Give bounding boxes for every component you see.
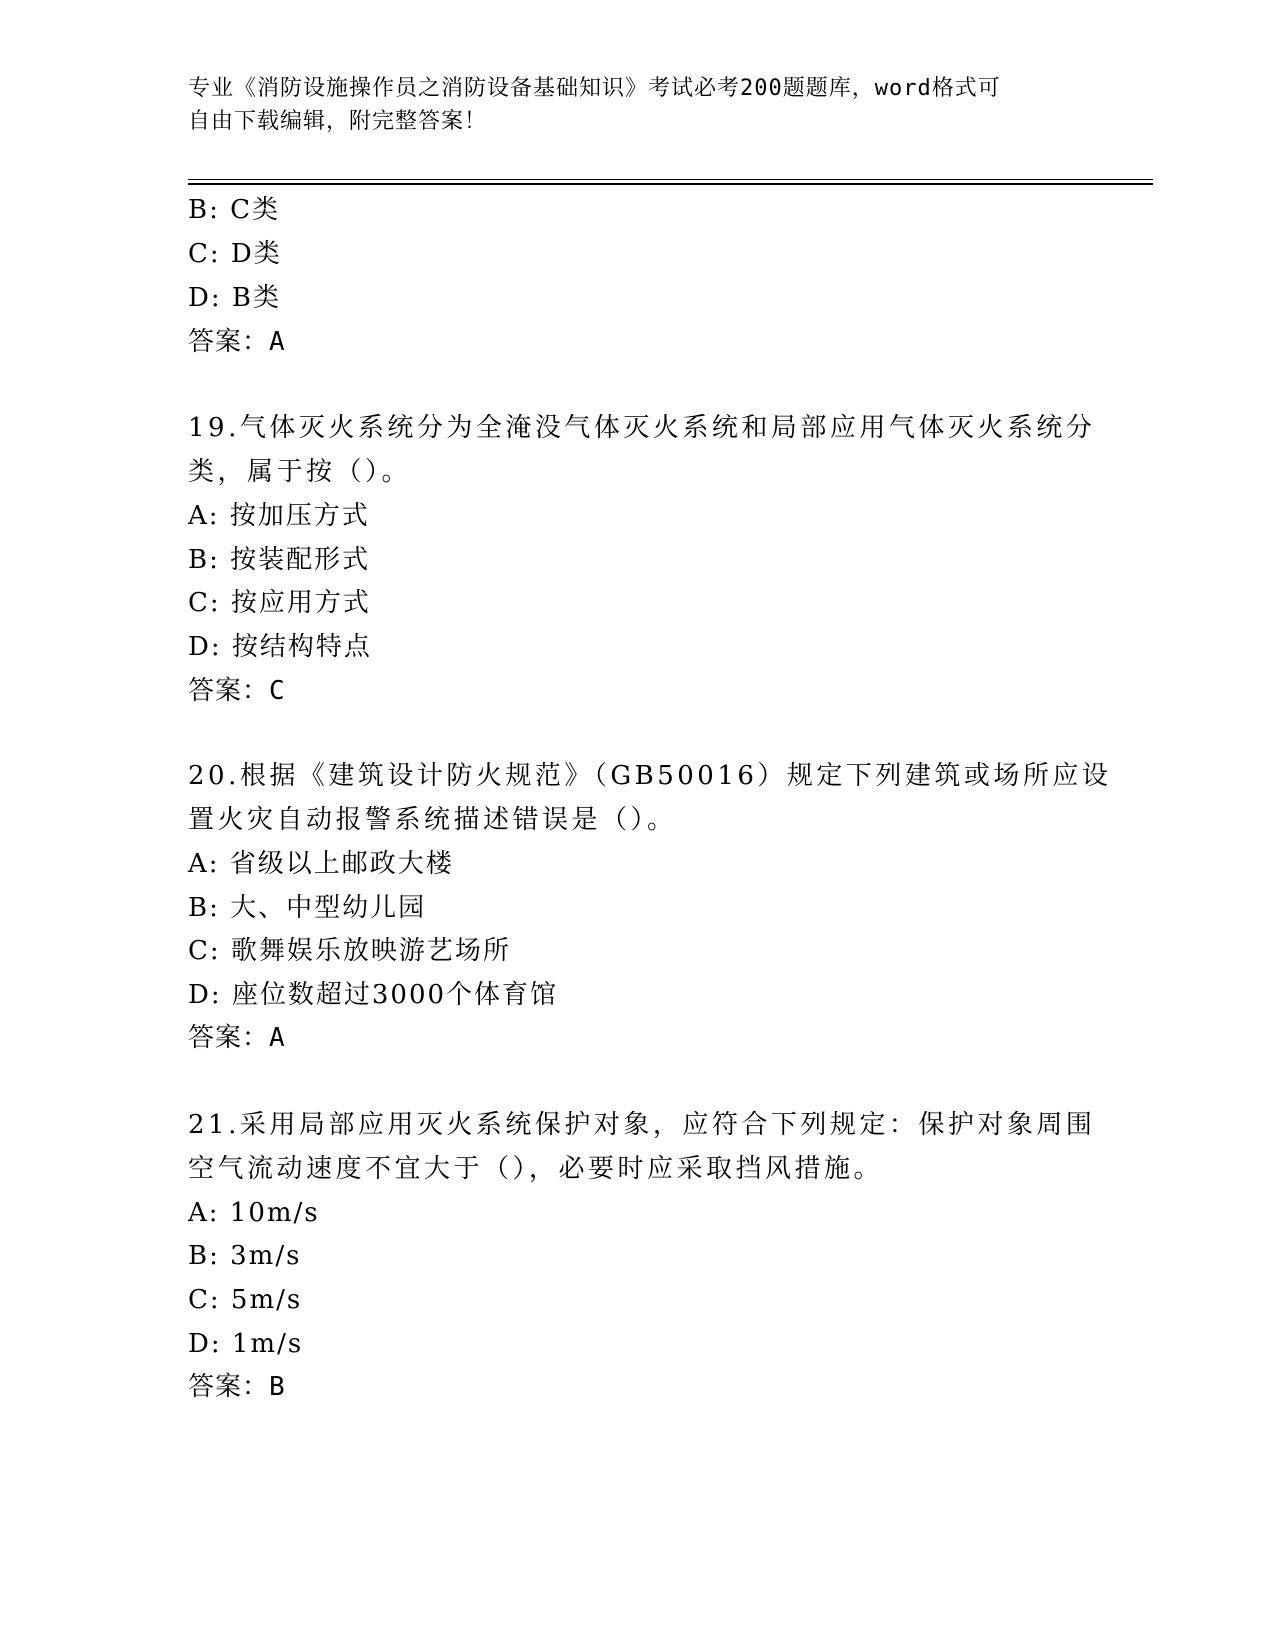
question-stem-continued: 置火灾自动报警系统描述错误是（）。: [188, 805, 677, 835]
option-a: A: 10m/s: [188, 1198, 320, 1228]
header-rule-thick: [188, 183, 1153, 185]
option-c: C: 按应用方式: [188, 588, 371, 618]
option-d: D: B类: [188, 283, 281, 313]
header-rule-thin: [188, 179, 1153, 180]
question-stem: 19.气体灭火系统分为全淹没气体灭火系统和局部应用气体灭火系统分: [188, 413, 1096, 443]
option-d: D: 1m/s: [188, 1329, 304, 1359]
option-d: D: 按结构特点: [188, 632, 372, 662]
option-c: C: 歌舞娱乐放映游艺场所: [188, 936, 511, 966]
answer: 答案：C: [188, 676, 286, 706]
header-line-1: 专业《消防设施操作员之消防设备基础知识》考试必考200题题库，word格式可: [188, 76, 1001, 101]
option-b: B: 大、中型幼儿园: [188, 893, 427, 923]
option-d: D: 座位数超过3000个体育馆: [188, 980, 559, 1010]
option-b: B: 按装配形式: [188, 545, 371, 575]
option-b: B: 3m/s: [188, 1241, 302, 1271]
document-header: [188, 72, 1088, 138]
question-stem-continued: 空气流动速度不宜大于（），必要时应采取挡风措施。: [188, 1154, 884, 1184]
answer: 答案：A: [188, 327, 286, 357]
question-stem: 21.采用局部应用灭火系统保护对象，应符合下列规定：保护对象周围: [188, 1110, 1096, 1140]
answer: 答案：A: [188, 1023, 286, 1053]
header-line-2: 自由下载编辑，附完整答案！: [188, 109, 488, 134]
option-c: C: 5m/s: [188, 1285, 303, 1315]
answer: 答案：B: [188, 1372, 286, 1402]
option-b: B: C类: [188, 195, 281, 225]
question-stem: 20.根据《建筑设计防火规范》（GB50016）规定下列建筑或场所应设: [188, 761, 1112, 791]
option-a: A: 省级以上邮政大楼: [188, 849, 454, 879]
option-c: C: D类: [188, 239, 282, 269]
option-a: A: 按加压方式: [188, 501, 370, 531]
question-stem-continued: 类，属于按（）。: [188, 457, 412, 487]
